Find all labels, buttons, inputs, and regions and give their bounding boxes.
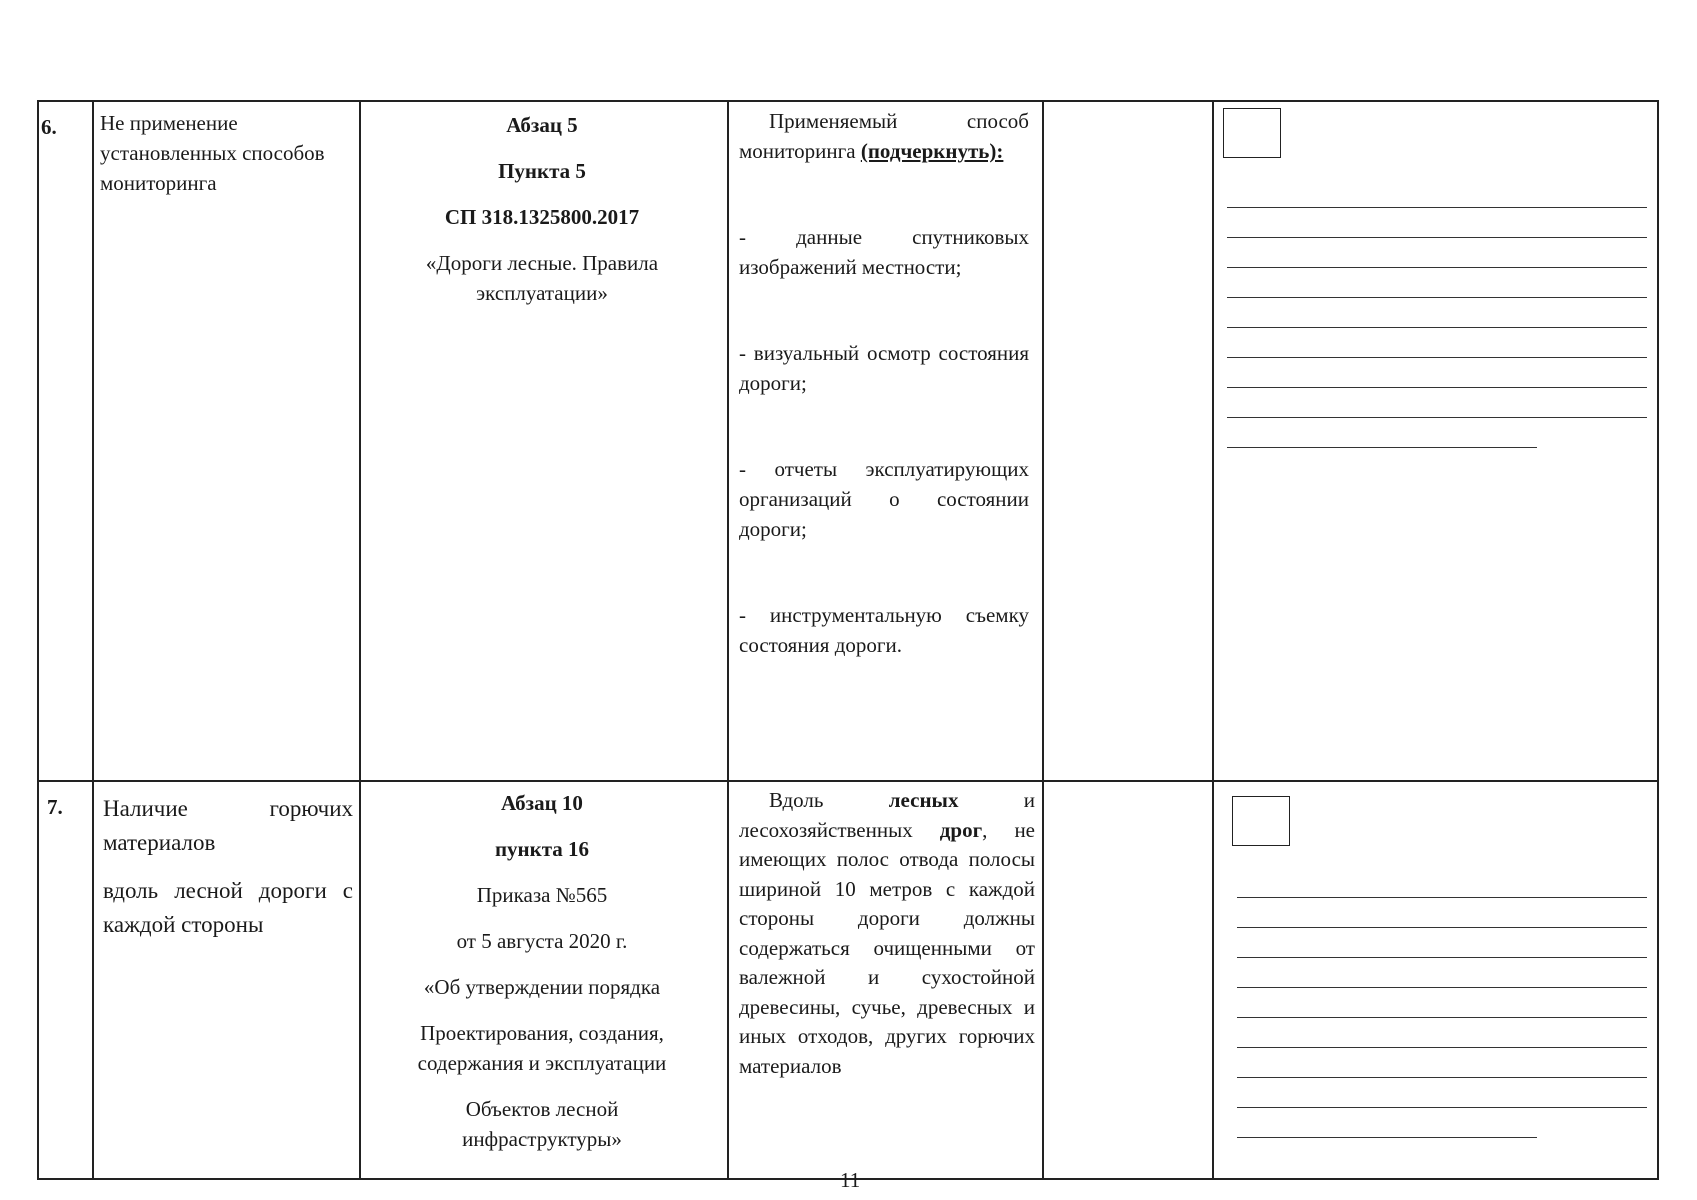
col-border-3 <box>727 100 729 1180</box>
reference-title: «Об утверждении порядка <box>423 975 661 999</box>
reference-code: СП 318.1325800.2017 <box>444 205 640 229</box>
legal-reference <box>367 110 717 324</box>
col-border-4 <box>1042 100 1044 1180</box>
answer-line[interactable] <box>1237 957 1647 958</box>
reference-point: Пункта 5 <box>498 159 586 183</box>
violation-label: вдоль лесной дороги с каждой стороны <box>103 878 353 937</box>
requirement-intro <box>739 106 1029 166</box>
reference-order: Приказа №565 <box>476 883 608 907</box>
reference-paragraph: Абзац 10 <box>501 791 583 815</box>
col-border-0 <box>37 100 39 1180</box>
answer-line[interactable] <box>1227 447 1537 448</box>
violation-label: Не применение установленных способов мониторинга <box>100 111 325 195</box>
col-border-6 <box>1657 100 1659 1180</box>
answer-line[interactable] <box>1227 327 1647 328</box>
requirement-part: и лесохозяйственных <box>739 788 1035 842</box>
table-top-border <box>37 100 1657 102</box>
violation-text <box>103 792 353 942</box>
col-border-2 <box>359 100 361 1180</box>
option-satellite: - данные спутниковых изображений местности; <box>739 225 1029 279</box>
answer-line[interactable] <box>1237 1077 1647 1078</box>
row-number: 6. <box>41 115 57 139</box>
legal-reference <box>367 788 717 1170</box>
col-border-5 <box>1212 100 1214 1180</box>
requirement-part: дрог <box>939 817 983 842</box>
answer-line[interactable] <box>1227 237 1647 238</box>
reference-date: от 5 августа 2020 г. <box>456 929 628 953</box>
answer-line[interactable] <box>1227 267 1647 268</box>
row-number: 7. <box>47 795 63 819</box>
row-divider <box>37 780 1657 782</box>
answer-line[interactable] <box>1227 387 1647 388</box>
answer-line[interactable] <box>1237 897 1647 898</box>
answer-line[interactable] <box>1227 297 1647 298</box>
option-reports: - отчеты эксплуатирующих организаций о состоянии дороги; <box>739 457 1029 541</box>
answer-line[interactable] <box>1237 1017 1647 1018</box>
reference-title: Проектирования, создания, содержания и эксплуатации <box>417 1021 667 1075</box>
row-6-checkbox[interactable] <box>1223 108 1281 158</box>
answer-line[interactable] <box>1237 1107 1647 1108</box>
requirement-intro-text: Применяемый способ мониторинга <box>739 109 1029 163</box>
answer-line[interactable] <box>1237 987 1647 988</box>
reference-title: Объектов лесной инфраструктуры» <box>462 1097 622 1151</box>
answer-line[interactable] <box>1227 357 1647 358</box>
answer-line[interactable] <box>1227 207 1647 208</box>
requirement-part: лесных <box>888 788 959 812</box>
requirement-intro-emphasis: (подчеркнуть): <box>860 139 1004 163</box>
requirement-part: , не имеющих полос отвода полосы шириной 10 метров с каждой стороны дороги должны содержаться очищенными от валежной и сухостойной древесины, сучье, древесных и иных отходов, других горючих материалов <box>739 817 1035 1078</box>
row-7-checkbox[interactable] <box>1232 796 1290 846</box>
option-instrumental: - инструментальную съемку состояния дороги. <box>739 603 1029 657</box>
reference-point: пункта 16 <box>494 837 590 861</box>
requirement-text <box>739 786 1035 1081</box>
answer-line[interactable] <box>1237 927 1647 928</box>
requirement-text <box>739 106 1029 660</box>
answer-line[interactable] <box>1227 417 1647 418</box>
requirement-part: Вдоль <box>769 788 889 812</box>
inspection-table <box>37 100 1677 1180</box>
reference-title: «Дороги лесные. Правила эксплуатации» <box>425 251 659 305</box>
option-visual: - визуальный осмотр состояния дороги; <box>739 341 1029 395</box>
answer-line[interactable] <box>1237 1137 1537 1138</box>
page-number: 11 <box>840 1168 861 1192</box>
col-border-1 <box>92 100 94 1180</box>
violation-text <box>92 108 356 198</box>
reference-paragraph: Абзац 5 <box>506 113 578 137</box>
answer-line[interactable] <box>1237 1047 1647 1048</box>
violation-label: Наличие горючих материалов <box>103 796 353 855</box>
